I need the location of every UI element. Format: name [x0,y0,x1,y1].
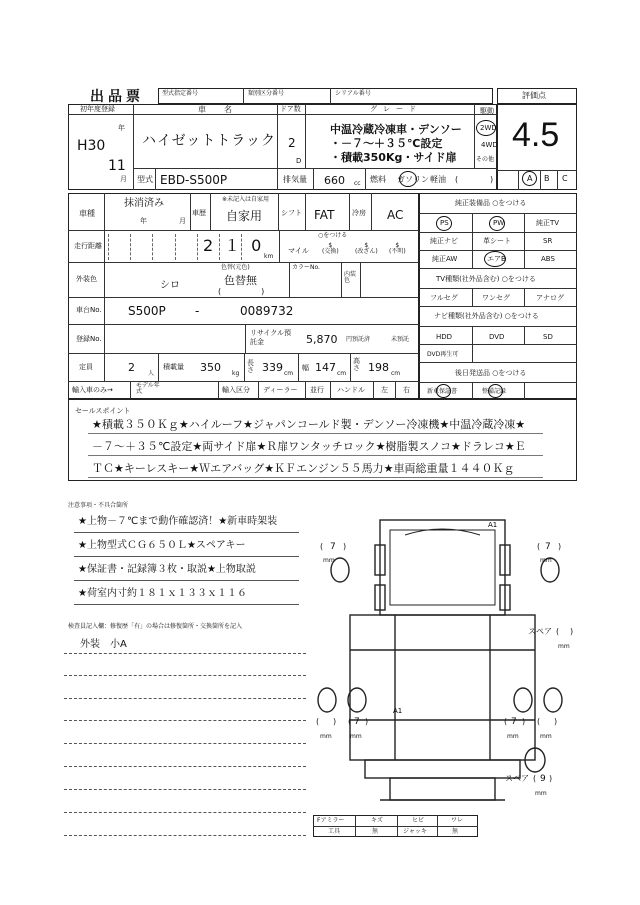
length-value: 339 [262,361,283,374]
equip-ps: PS [440,219,449,227]
tread-left-bottom-unit: mm [350,733,362,740]
handle-left: 左 [381,386,388,394]
nav-title: ナビ種類(社外品含む) ○をつける [434,312,539,320]
capacity-value: 2 [128,361,135,374]
notes-line-2: ★上物型式ＣＧ６５０Ｌ★スペアキー [78,540,246,551]
score-opt-a: A [527,174,533,183]
load-unit: kg [232,370,240,377]
score-opt-c: C [562,174,568,183]
fuel-diesel: 軽油 [430,175,446,184]
notes-line-3: ★保証書・記録簿３枚・取説★上物取説 [78,564,256,575]
category-label: 車種 [79,209,95,218]
equip-leather: 革シート [483,237,511,245]
tread-left-bottom: 7 [354,717,360,727]
grade-line-2: ・－７～＋３５℃設定 [330,137,443,150]
damage-a1-side: A1 [393,707,403,715]
load-value: 350 [200,361,221,374]
usage-label: 車歴 [192,209,206,217]
code-row [158,88,493,104]
color-change-value: 色替無 [224,274,257,287]
chassis-number: 0089732 [240,304,294,318]
tread-right-bottom: 7 [511,717,517,727]
chassis-prefix: S500P [128,304,166,318]
equip-sr: SR [543,237,553,245]
equip-title: 純正装備品 ○をつける [455,199,527,207]
name-label: 車名 [198,105,250,114]
equip-pw: PW [493,219,505,227]
notes-line-1: ★上物－７℃まで動作確認済！★新車時架装 [78,516,278,527]
capacity-label: 定員 [79,363,93,371]
chassis-label: 車台No. [76,306,102,314]
sales-title: セールスポイント [75,407,131,415]
mileage-unit: km [264,253,274,260]
ac-label: 冷房 [352,209,366,217]
month-unit: 月 [120,175,127,183]
drive-2wd: 2WD [480,124,497,132]
model-label: 型式 [137,175,153,184]
tread-left-top-unit: mm [323,557,335,564]
tread-right-top-unit: mm [540,557,552,564]
width-label: 幅 [302,364,309,372]
spare-bottom-unit: mm [535,790,547,797]
damage-a1-top: A1 [488,521,498,529]
grade-line-1: 中温冷蔵冷凍車・デンソー [330,123,462,136]
first-reg-label: 初年度登録 [80,105,115,113]
rollback-option: $ (改ざん) [355,242,378,255]
width-unit: cm [337,370,347,377]
equip-airbag: エアB [487,255,506,263]
year-unit: 年 [118,124,125,132]
grade-label: グレード [370,105,422,113]
sales-line-3: ＴＣ★キーレスキー★Ｗエアバッグ★ＫＦエンジン５５馬力★車両総重量１４４０Ｋｇ [92,462,515,475]
notes-line-4: ★荷室内寸約１８１ｘ１３３ｘ１１６ [78,588,247,599]
legend-header-4: ワレ [451,817,464,824]
regno-label: 登録No. [76,335,102,343]
nav-sd: SD [543,333,553,341]
tv-analog: アナログ [536,294,564,302]
usage-value: 自家用 [226,209,263,223]
drive-4wd: 4WD [481,141,498,149]
color-label: 外装色 [76,275,97,283]
inspector-exterior: 外装 小A [80,639,127,650]
chassis-dash: - [195,304,200,318]
tread-left-front-unit: mm [320,733,332,740]
drive-label: 駆動 [480,107,494,115]
capacity-unit: 人 [148,370,155,377]
import-type-label: 輸入区分 [222,386,250,394]
length-label: 長さ [247,359,254,374]
fuel-gasoline: ガソリン [397,175,429,184]
grade-line-3: ・積載350Kg・サイド扉 [330,151,457,164]
equip-tv: 純正TV [536,219,560,227]
int-color-label: 内装色 [344,271,357,284]
spare-bottom-value: 9 [540,774,546,784]
fuel-label: 燃料 [370,175,386,184]
recycle-status: 未預託 [391,336,410,343]
first-reg-month: 11 [108,158,126,174]
score-value: 4.5 [512,116,560,154]
nav-dvd: DVD [489,333,505,341]
handle-right: 右 [403,386,410,394]
legend-header-3: ヒビ [412,817,425,824]
miles-option: マイル [288,247,309,255]
model-value: EBD-S500P [160,173,228,187]
height-label: 高さ [353,357,360,372]
length-unit: cm [284,370,294,377]
sales-line-1: ★積載３５０Ｋｇ★ハイルーフ★ジャパンコールド製・デンソー冷凍機★中温冷蔵冷凍★ [92,418,526,431]
rating-label: 評価点 [522,91,546,100]
inspector-title: 検査員記入欄：修復歴「有」の場合は修復箇所・交換箇所を記入 [68,623,243,630]
height-unit: cm [391,370,401,377]
spare-label-bottom: スペア [505,774,529,783]
spare-top-unit: mm [558,643,570,650]
first-reg-year: H30 [77,138,106,154]
mileage-label: 走行距離 [74,242,102,250]
legend-value-3: ジャッキ [403,828,427,835]
mileage-circle-note: ○をつける [318,232,348,239]
vehicle-name: ハイゼットトラック [142,133,277,149]
tread-left-top: 7 [330,542,336,552]
dvd-playback: DVD再生可 [427,351,459,358]
tv-oneseg: ワンセグ [482,294,510,302]
ac-value: AC [387,208,404,222]
recycle-label: リサイクル預託金 [250,329,292,346]
doors-value: 2 [288,136,296,150]
drive-other: その他 [476,156,495,163]
import-dealer: ディーラー [263,386,298,394]
unknown-option: $ (不明) [389,242,406,255]
docs-maintenance: 整備記録 [482,388,507,395]
score-opt-b: B [544,174,550,183]
legend-header-1: Fアミラー [317,817,345,824]
legend-value-4: 無 [452,828,459,835]
import-parallel: 並行 [310,386,324,394]
sales-line-2: －７～＋３５℃設定★両サイド扉★Ｒ扉ワンタッチロック★樹脂製スノコ★ドラレコ★Ｅ [92,440,526,453]
spare-label-top: スペア [528,627,552,636]
mileage-value: 2１0 [203,236,273,255]
color-no-label: カラーNo. [292,264,320,271]
height-value: 198 [368,361,389,374]
page-title: 出品票 [90,89,144,105]
equip-nav: 純正ナビ [430,237,458,245]
tv-title: TV種類(社外品含む) ○をつける [436,275,536,283]
model-year-label: モデル年式 [136,382,160,395]
equip-abs: ABS [541,255,555,263]
import-label: 輸入車のみ→ [72,386,113,394]
equip-aw: 純正AW [432,255,458,263]
class-label: 類別区分番号 [248,90,285,97]
doors-label: ドア数 [280,105,301,113]
tread-right-top: 7 [545,542,551,552]
displacement-unit: cc [354,180,361,187]
displacement-label: 排気量 [283,175,307,184]
tread-right-front-unit: mm [540,733,552,740]
load-label: 積載量 [163,363,184,371]
plate-status: 抹消済み [124,198,164,209]
docs-title: 後日発送品 ○をつける [455,369,527,377]
nav-hdd: HDD [436,333,453,341]
vehicle-diagram [305,505,585,835]
recycle-unit: 円預託済 [346,336,371,343]
handle-label: ハンドル [337,386,365,394]
shift-value: FAT [314,208,335,222]
recycle-value: 5,870 [306,333,338,346]
exchange-option: $ (交換) [322,242,339,255]
legend-value-1: 工具 [328,828,341,835]
legend-header-2: キズ [371,817,383,824]
color-orig-label: 色替(元色) [221,264,250,271]
legend-value-2: 無 [372,828,379,835]
width-value: 147 [315,361,336,374]
usage-note: ※未記入は自家用 [222,196,270,203]
docs-warranty: 新車保証書 [427,388,458,395]
displacement-value: 660 [324,174,345,187]
plate-ym: 年 月 [140,217,192,225]
color-paren: ( ) [218,287,265,296]
notes-title: 注意事項・不具合箇所 [68,502,129,509]
doors-unit: D [296,157,302,165]
tv-fullseg: フルセグ [430,294,458,302]
tread-right-bottom-unit: mm [507,733,519,740]
shift-label: シフト [281,209,302,217]
color-value: シロ [160,280,180,291]
serial-label: シリアル番号 [335,90,371,97]
model-code-label: 型式指定番号 [162,90,199,97]
